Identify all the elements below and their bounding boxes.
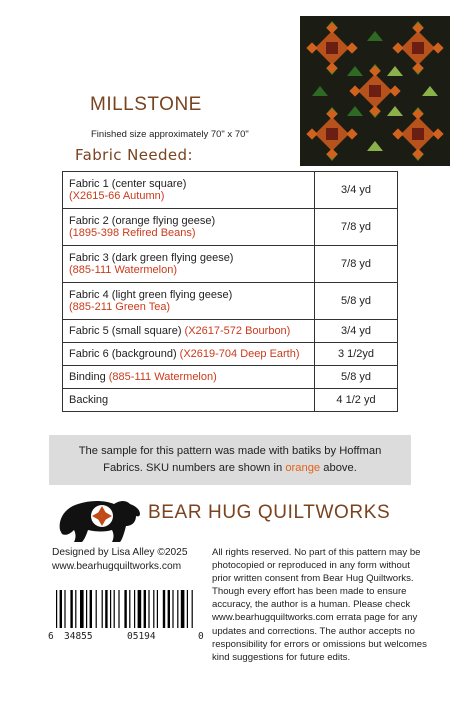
fabric-table [62, 171, 398, 412]
designer-credit [52, 546, 188, 574]
fabric-row [63, 246, 398, 283]
barcode [48, 590, 203, 635]
fabric-label: Fabric 2 (orange flying geese) [69, 215, 216, 227]
fabric-sku: (1895-398 Refired Beans) [69, 227, 196, 239]
rights-line: kind suggestions for future edits. [212, 651, 351, 663]
rights-line: accuracy, the author is a human. Please check [212, 599, 411, 611]
fabric-label: Binding [69, 371, 106, 383]
rights-line: www.bearhugquiltworks.com errata page for any [212, 612, 418, 624]
fabric-label: Fabric 1 (center square) [69, 178, 187, 190]
fabric-description [63, 320, 315, 343]
fabric-amount: 7/8 yd [315, 209, 398, 246]
fabric-sku: (X2617-572 Bourbon) [184, 325, 291, 337]
fabric-sku: (885-111 Watermelon) [108, 371, 217, 383]
designer-line: Designed by Lisa Alley ©2025 [52, 547, 188, 558]
barcode-right-digits: 05194 [127, 631, 156, 642]
rights-line: responsibility for errors or omissions but welcomes [212, 638, 427, 650]
fabric-description [63, 283, 315, 320]
fabric-description [63, 246, 315, 283]
rights-notice [212, 546, 452, 664]
brand-name: BEAR HUG QUILTWORKS [148, 502, 391, 523]
rights-line: Though every effort has been made to ensure [212, 586, 407, 598]
fabric-amount: 3/4 yd [315, 172, 398, 209]
fabric-label: Fabric 3 (dark green flying geese) [69, 252, 234, 264]
barcode-trail-digit: 0 [198, 631, 204, 642]
pattern-title: MILLSTONE [90, 94, 202, 115]
rights-line: All rights reserved. No part of this pattern may be [212, 547, 421, 558]
barcode-left-digits: 34855 [64, 631, 93, 642]
fabric-amount: 4 1/2 yd [315, 389, 398, 412]
fabric-label: Fabric 5 (small square) [69, 325, 182, 337]
finished-size: Finished size approximately 70" x 70" [91, 129, 249, 140]
fabric-row [63, 283, 398, 320]
fabric-amount: 7/8 yd [315, 246, 398, 283]
fabric-description [63, 209, 315, 246]
fabric-row [63, 343, 398, 366]
fabric-row [63, 389, 398, 412]
fabric-row [63, 209, 398, 246]
barcode-lead-digit: 6 [48, 631, 54, 642]
fabric-sku: (X2615-66 Autumn) [69, 190, 165, 202]
fabric-row [63, 172, 398, 209]
quilt-image [300, 16, 450, 166]
rights-line: prior written consent from Bear Hug Quiltworks. [212, 573, 414, 585]
website-link[interactable]: www.bearhugquiltworks.com [52, 561, 182, 572]
bear-logo-icon [56, 494, 144, 551]
fabric-description [63, 366, 315, 389]
rights-line: updates and corrections. The author accepts no [212, 625, 416, 637]
fabric-sku: (X2619-704 Deep Earth) [179, 348, 300, 360]
note-text: Fabrics. SKU numbers are shown in [103, 462, 286, 474]
fabric-amount: 5/8 yd [315, 366, 398, 389]
note-orange-word: orange [285, 462, 321, 474]
fabric-description [63, 343, 315, 366]
note-line-1: The sample for this pattern was made with batiks by Hoffman [78, 445, 382, 457]
fabric-label: Fabric 4 (light green flying geese) [69, 289, 233, 301]
note-line-2 [49, 460, 411, 477]
fabric-description [63, 172, 315, 209]
fabric-amount: 3/4 yd [315, 320, 398, 343]
fabric-label: Backing [69, 394, 109, 406]
note-text-end: above. [320, 462, 357, 474]
fabric-amount: 3 1/2yd [315, 343, 398, 366]
batik-note [49, 435, 411, 485]
fabric-heading: Fabric Needed: [75, 146, 193, 164]
rights-line: photocopied or reproduced in any form without [212, 560, 410, 572]
fabric-row [63, 320, 398, 343]
fabric-description [63, 389, 315, 412]
fabric-sku: (885-111 Watermelon) [69, 264, 178, 276]
fabric-row [63, 366, 398, 389]
fabric-sku: (885-211 Green Tea) [69, 301, 171, 313]
fabric-label: Fabric 6 (background) [69, 348, 177, 360]
fabric-amount: 5/8 yd [315, 283, 398, 320]
